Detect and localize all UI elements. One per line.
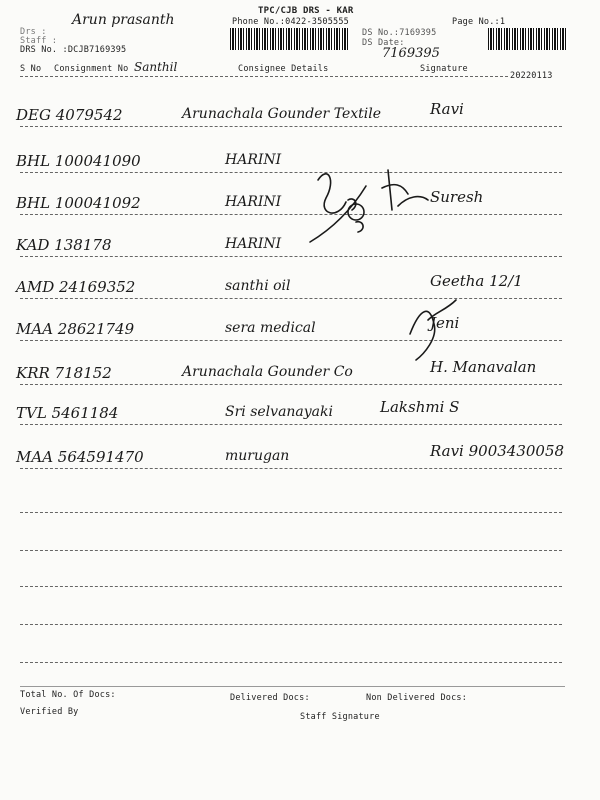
- signature-scribble: [410, 300, 456, 360]
- ds-date: DS Date:: [362, 38, 405, 48]
- signature: H. Manavalan: [430, 358, 537, 376]
- drs-number: DRS No. :DCJB7169395: [20, 45, 127, 55]
- consignment-number: KAD 138178: [16, 236, 112, 254]
- col-sno: S No: [20, 64, 42, 74]
- handwritten-staff-name: Arun prasanth: [72, 12, 175, 28]
- signature: Suresh: [430, 188, 484, 206]
- signature: Ravi: [430, 100, 464, 118]
- signature: Geetha 12/1: [430, 272, 523, 290]
- consignee-name: HARINI: [225, 194, 282, 210]
- signature: Jeni: [430, 314, 460, 332]
- consignee-name: Arunachala Gounder Textile: [182, 106, 381, 122]
- staff-signature: Staff Signature: [300, 712, 380, 722]
- consignee-name: HARINI: [225, 236, 282, 252]
- date-stamp: 20220113: [510, 71, 553, 81]
- handwritten-ds-number: 7169395: [382, 46, 440, 61]
- non-delivered-docs: Non Delivered Docs:: [366, 693, 468, 703]
- delivered-docs: Delivered Docs:: [230, 693, 310, 703]
- consignee-name: HARINI: [225, 152, 282, 168]
- signature: Ravi 9003430058: [430, 442, 565, 460]
- page-number: Page No.:1: [452, 17, 506, 27]
- consignment-number: MAA 28621749: [16, 320, 135, 338]
- consignee-name: Arunachala Gounder Co: [182, 364, 353, 380]
- consignee-name: sera medical: [225, 320, 316, 336]
- signature-scribble: [310, 174, 366, 242]
- col-consignment: Consignment No: [54, 64, 129, 74]
- footer-divider: [20, 686, 565, 687]
- company-line: TPC/CJB DRS - KAR: [258, 6, 354, 16]
- ds-number: DS No.:7169395: [362, 28, 437, 38]
- handwritten-top-signature: Santhil: [134, 60, 178, 74]
- consignment-number: DEG 4079542: [16, 106, 123, 124]
- signature-scribble: [382, 170, 428, 210]
- consignee-name: santhi oil: [225, 278, 291, 294]
- consignee-name: murugan: [225, 448, 290, 464]
- consignment-number: BHL 100041090: [16, 152, 141, 170]
- col-consignee: Consignee Details: [238, 64, 329, 74]
- verified-by: Verified By: [20, 707, 79, 717]
- total-docs: Total No. Of Docs:: [20, 690, 116, 700]
- consignment-number: KRR 718152: [16, 364, 112, 382]
- phone-number: Phone No.:0422-3505555: [232, 17, 349, 27]
- consignment-number: TVL 5461184: [16, 404, 119, 422]
- drs-label: Drs :: [20, 27, 47, 37]
- consignment-number: AMD 24169352: [16, 278, 136, 296]
- consignee-name: Sri selvanayaki: [225, 404, 333, 420]
- signature: Lakshmi S: [380, 398, 460, 416]
- col-signature: Signature: [420, 64, 468, 74]
- staff-label: Staff :: [20, 36, 58, 46]
- consignment-number: MAA 564591470: [16, 448, 144, 466]
- consignment-number: BHL 100041092: [16, 194, 141, 212]
